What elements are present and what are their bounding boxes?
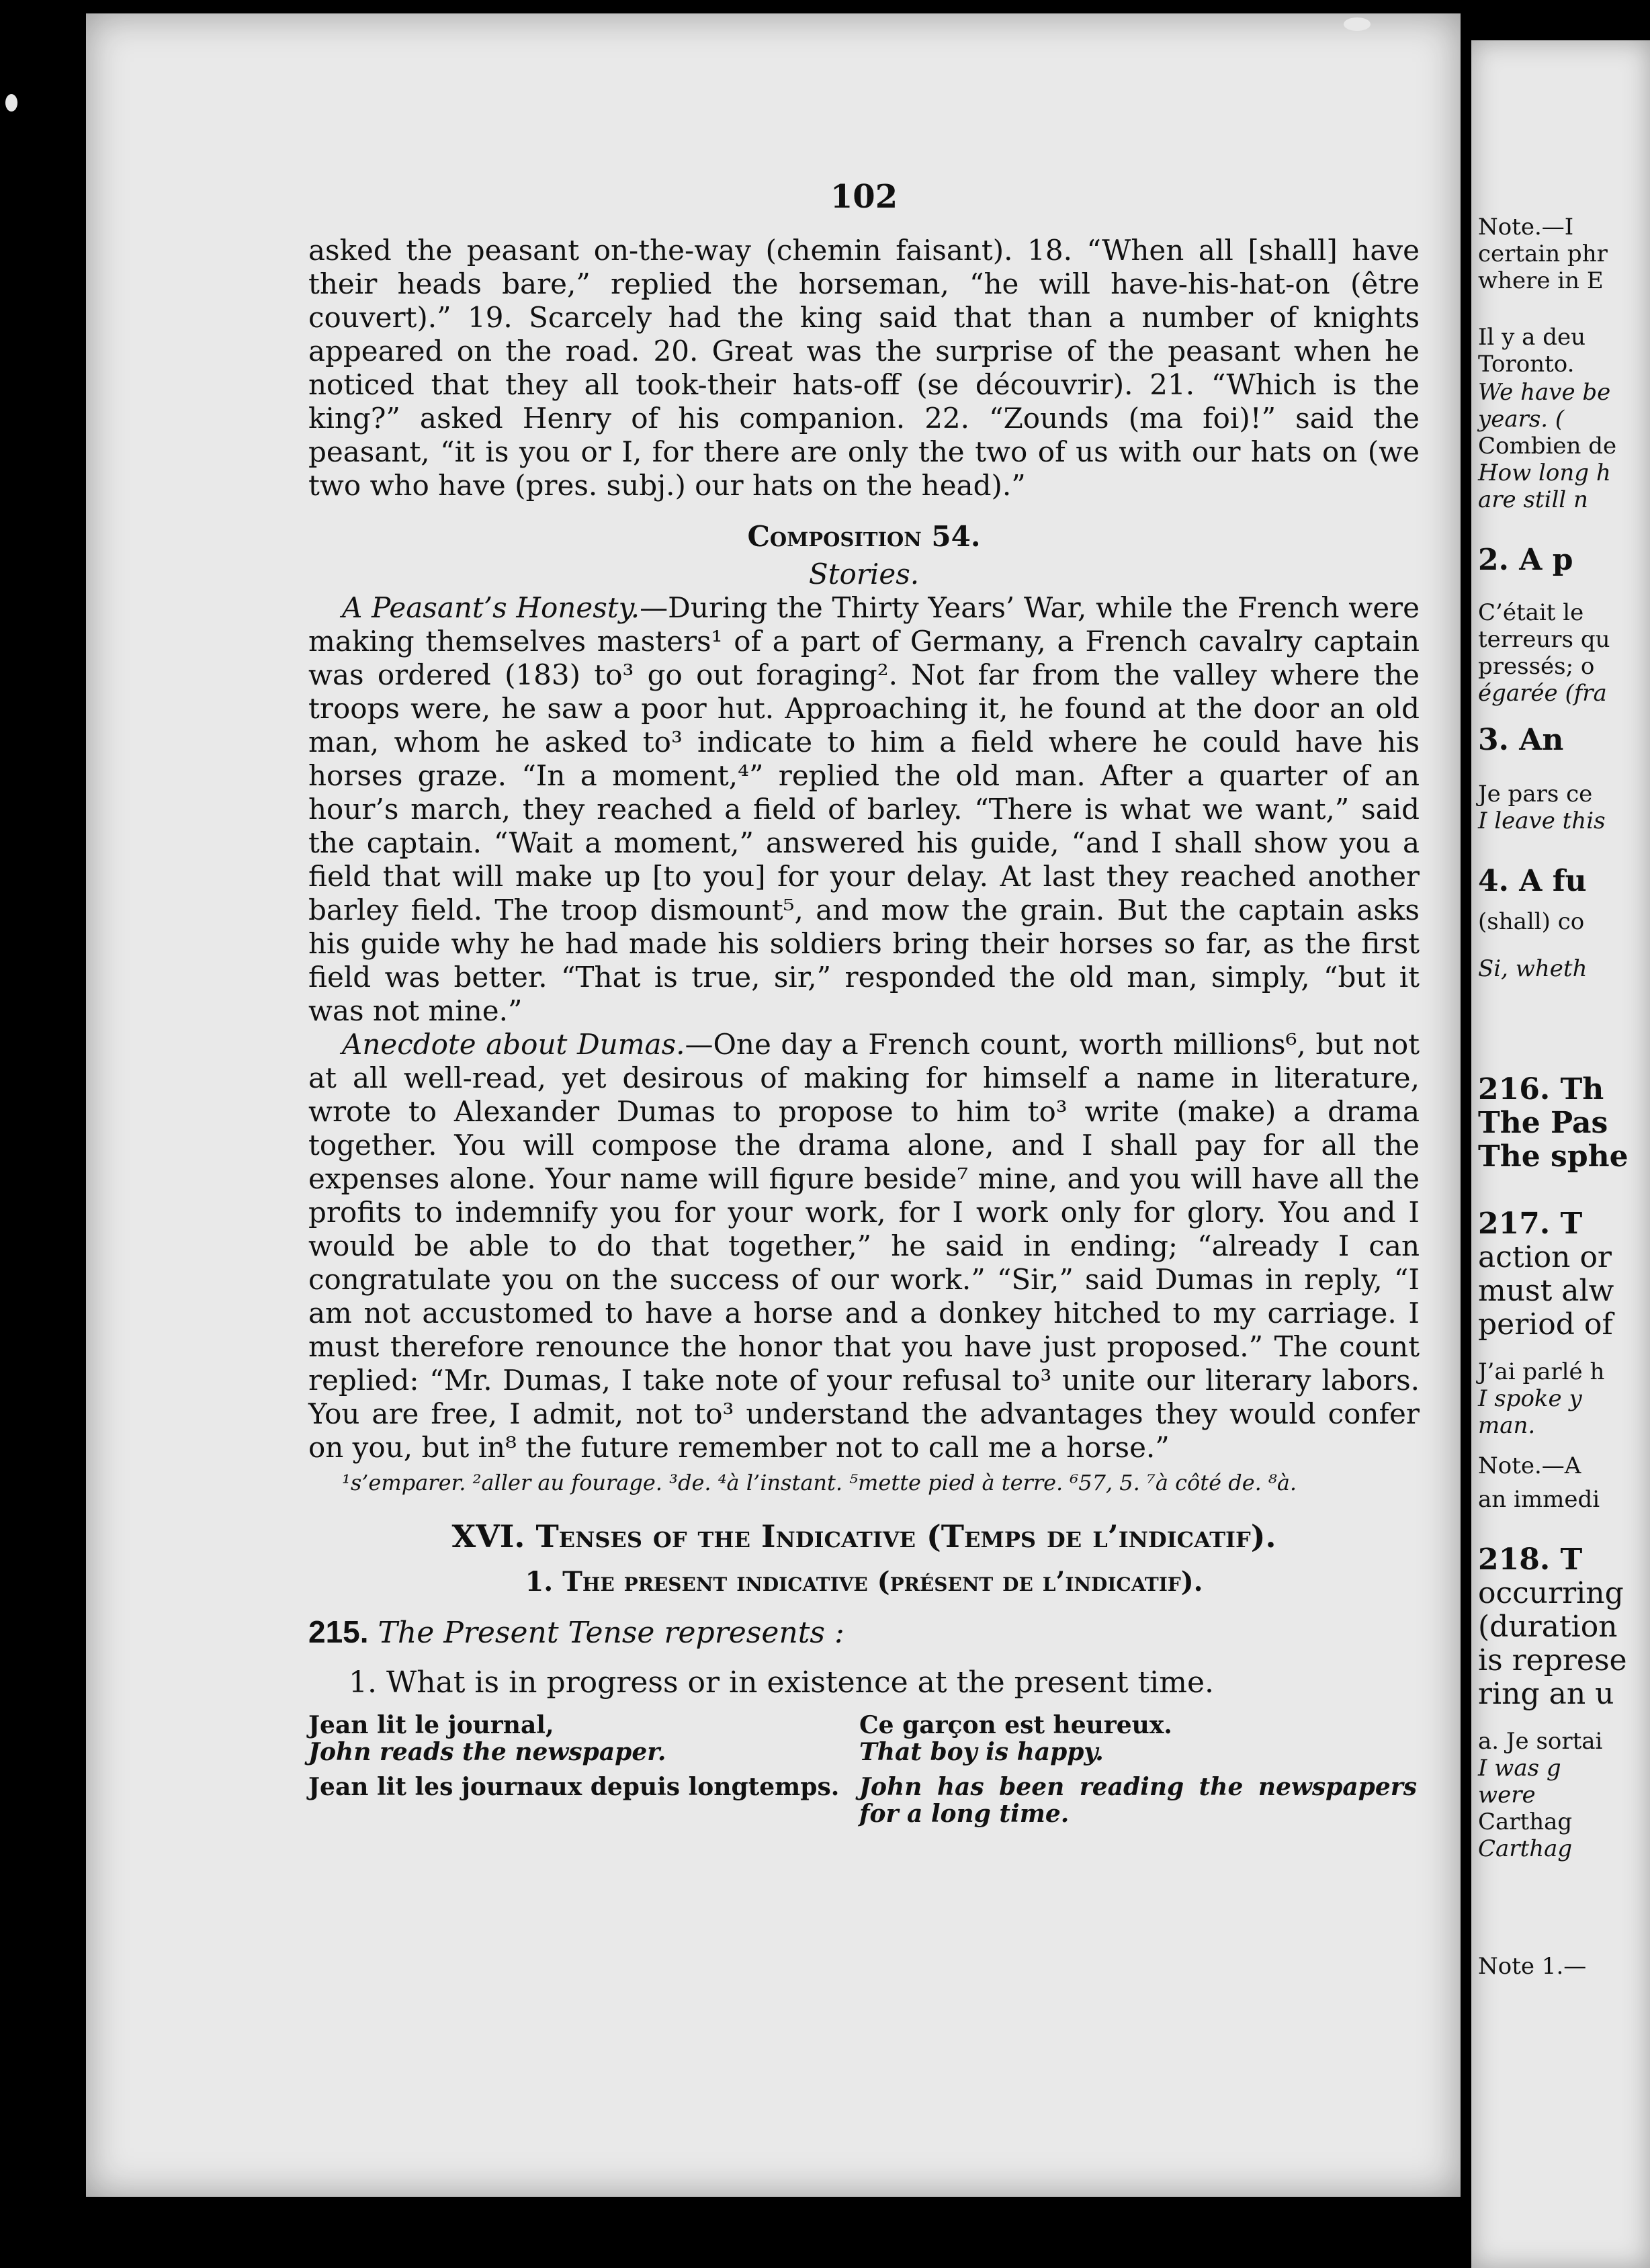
right-page-line: a. Je sortai — [1478, 1728, 1603, 1755]
right-page-line: Il y a deu — [1478, 324, 1586, 351]
composition-subheading: Stories. — [808, 558, 920, 591]
right-page-line: (duration — [1478, 1610, 1618, 1644]
right-page-line: How long h — [1478, 460, 1611, 486]
story-peasant-honesty — [308, 591, 1420, 1028]
scan-speck — [1344, 17, 1371, 31]
right-page-line: period of — [1478, 1307, 1613, 1342]
right-page-line: Je pars ce — [1478, 781, 1593, 808]
right-page-line: 3. An — [1478, 723, 1564, 757]
scan-speck — [5, 94, 17, 112]
example-english: John reads the newspaper. — [308, 1738, 666, 1766]
right-page-line: The Pas — [1478, 1106, 1608, 1140]
composition-heading: Composition 54. — [747, 520, 981, 553]
right-page-line: occurring — [1478, 1576, 1624, 1610]
page-number: 102 — [830, 178, 898, 216]
right-page-line: Carthag — [1478, 1835, 1573, 1862]
story-title: Anecdote about Dumas. — [342, 1028, 685, 1061]
text-column — [308, 180, 1420, 1835]
right-page-line: pressés; o — [1478, 653, 1595, 680]
right-page-line: action or — [1478, 1240, 1612, 1274]
right-page-line: an immedi — [1478, 1486, 1600, 1513]
right-page-line: where in E — [1478, 267, 1604, 294]
right-page-line: The sphe — [1478, 1139, 1629, 1174]
example-english: That boy is happy. — [859, 1738, 1104, 1766]
right-page-line: 4. A fu — [1478, 864, 1587, 898]
right-page-line: Carthag — [1478, 1808, 1573, 1835]
right-page-line: is represe — [1478, 1643, 1627, 1677]
example-item — [859, 1774, 1417, 1827]
right-page-line: man. — [1478, 1412, 1536, 1439]
right-page-line: 2. A p — [1478, 543, 1573, 577]
rule-1: 1. What is in progress or in existence at the present time. — [349, 1665, 1214, 1700]
examples-table — [308, 1712, 1420, 1835]
right-page-line: Note.—A — [1478, 1452, 1581, 1479]
rule-215 — [308, 1615, 1420, 1650]
footnotes: ¹s’emparer. ²aller au fourage. ³de. ⁴à l’instant. ⁵mette pied à terre. ⁶57, 5. ⁷à côté de. ⁸à. — [342, 1470, 1297, 1495]
rule-text: The Present Tense represents : — [378, 1616, 844, 1650]
right-page-line: Note 1.— — [1478, 1953, 1587, 1980]
example-item — [308, 1712, 846, 1765]
right-page-line: must alw — [1478, 1274, 1614, 1308]
right-page-line: We have be — [1478, 379, 1611, 406]
example-item — [308, 1774, 846, 1827]
example-english: John has been reading the newspapers for a long time. — [859, 1773, 1417, 1828]
right-page-line: 217. T — [1478, 1207, 1583, 1241]
right-page-line: ring an u — [1478, 1677, 1614, 1711]
right-page-line: terreurs qu — [1478, 626, 1610, 653]
right-page-line: Note.—I — [1478, 214, 1574, 241]
example-item — [859, 1712, 1417, 1765]
right-page-line: égarée (fra — [1478, 680, 1607, 707]
right-page-line: C’était le — [1478, 599, 1584, 626]
right-page-line: 218. T — [1478, 1542, 1583, 1577]
story-title: A Peasant’s Honesty. — [342, 591, 640, 624]
story-dumas — [308, 1028, 1420, 1465]
example-french: Jean lit les journaux depuis longtemps. — [308, 1773, 840, 1801]
right-page-line: are still n — [1478, 486, 1588, 513]
right-page-line: I was g — [1478, 1755, 1561, 1782]
right-page-line: I leave this — [1478, 808, 1606, 834]
right-page-line: J’ai parlé h — [1478, 1358, 1605, 1385]
right-page-line: Toronto. — [1478, 351, 1575, 378]
subsection-heading: 1. The present indicative (présent de l’indicatif). — [525, 1566, 1203, 1598]
right-page-line: (shall) co — [1478, 908, 1585, 935]
section-heading: XVI. Tenses of the Indicative (Temps de l’indicatif). — [451, 1518, 1276, 1555]
right-page-line: I spoke y — [1478, 1385, 1582, 1412]
exercise-continuation: asked the peasant on-the-way (chemin faisant). 18. “When all [shall] have their heads bare,” replied the horseman, “he will have-his-hat-on (être couvert).” 19. Scarcely had the king said that than a number of knights appeared on the road. 20. Great was the surprise of the peasant when he noticed that they all took-their hats-off (se découvrir). 21. “Which is the king?” asked Henry of his companion. 22. “Zounds (ma foi)!” said the peasant, “it is you or I, for there are only the two of us with our hats on (we two who have (pres. subj.) our hats on the head).” — [308, 234, 1420, 502]
example-french: Jean lit le journal, — [308, 1711, 554, 1739]
right-page-line: Combien de — [1478, 433, 1617, 460]
right-page-line: Si, wheth — [1478, 955, 1588, 982]
right-page-line: years. ( — [1478, 406, 1565, 433]
right-page-fragment — [1471, 40, 1650, 2268]
story-text: —One day a French count, worth millions⁶, but not at all well-read, yet desirous of making for himself a name in literature, wrote to Alexander Dumas to propose to him to³ write (make) a drama together. You will compose the drama alone, and I shall pay for all the expenses alone. Your name will figure beside⁷ mine, and you will have all the profits to indemnify you for your work, for I work only for glory. You and I would be able to do that together,” he said in ending; “already I can congratulate you on the success of our work.” “Sir,” said Dumas in reply, “I am not accustomed to have a horse and a donkey hitched to my carriage. I must therefore renounce the honor that you have just proposed.” The count replied: “Mr. Dumas, I take note of your refusal to³ unite our literary labors. You are free, I admit, not to³ understand the advantages they would confer on you, but in⁸ the future remember not to call me a horse.” — [308, 1028, 1420, 1464]
story-text: —During the Thirty Years’ War, while the French were making themselves masters¹ of a part of Germany, a French cavalry captain was ordered (183) to³ go out foraging². Not far from the valley where the troops were, he saw a poor hut. Approaching it, he found at the door an old man, whom he asked to³ indicate to him a field where he could have his horses graze. “In a moment,⁴” replied the old man. After a quarter of an hour’s march, they reached a field of barley. “There is what we want,” said the captain. “Wait a moment,” answered his guide, “and I shall show you a field that will make up [to you] for your delay. At last they reached another barley field. The troop dismount⁵, and mow the grain. But the captain asks his guide why he had made his soldiers bring their horses so far, as the first field was better. “That is true, sir,” responded the old man, simply, “but it was not mine.” — [308, 591, 1420, 1027]
right-page-line: certain phr — [1478, 241, 1608, 267]
rule-number: 215. — [308, 1614, 369, 1649]
example-french: Ce garçon est heureux. — [859, 1711, 1172, 1739]
right-page-line: were — [1478, 1782, 1536, 1808]
right-page-line: 216. Th — [1478, 1072, 1604, 1106]
